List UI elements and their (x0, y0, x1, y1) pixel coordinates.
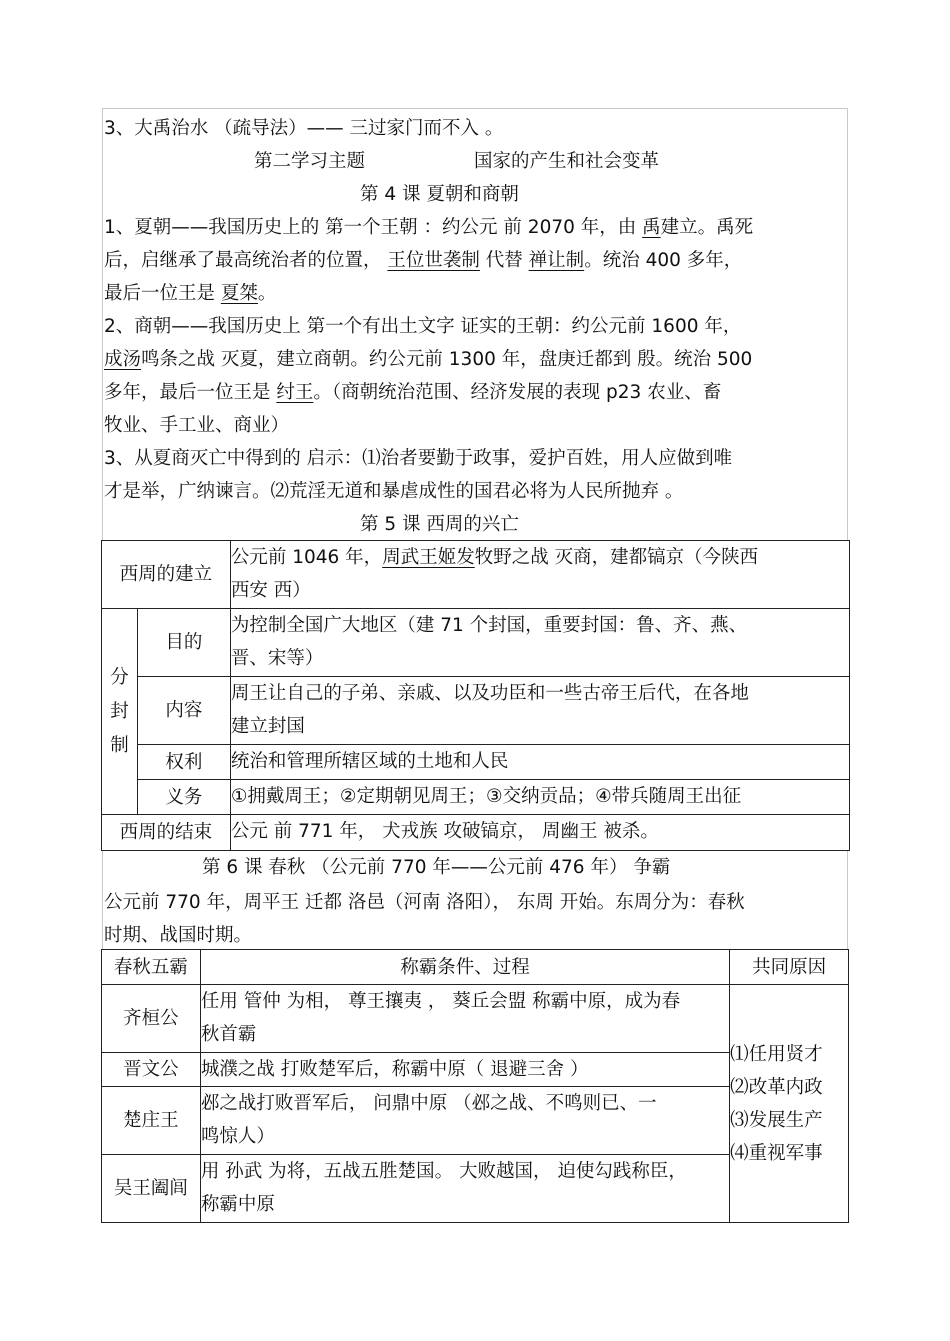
text: 秋首霸 (200, 1024, 257, 1045)
lesson-line-2: 才是举，广纳谏言。⑵荒淫无道和暴虐成性的国君必将为人民所抛弃 。 (104, 481, 684, 502)
header-common-reasons: 共同原因 (730, 950, 849, 985)
king-wu: 周武王姬发 (382, 547, 475, 568)
content-label: 内容 (137, 677, 230, 745)
content-cell (230, 677, 849, 745)
text: 公元前 1046 年， (230, 547, 383, 568)
hegemons-table (101, 949, 849, 1223)
text: 后，启继承了最高统治者的位置， (104, 250, 388, 271)
text: 用 孙武 为将，五战五胜楚国。 大败越国， 迫使勾践称臣， (200, 1161, 687, 1182)
shang-line-4: 牧业、手工业、商业） (104, 415, 290, 436)
rights-label: 权利 (137, 745, 230, 780)
rights-cell: 统治和管理所辖区域的土地和人民 (230, 745, 849, 780)
char: 封 (110, 700, 129, 722)
theme-title: 国家的产生和社会变革 (474, 151, 660, 172)
text: 。（商朝统治范围、经济发展的表现 p23 农业、畜 (313, 382, 722, 403)
duty-cell: ①拥戴周王；②定期朝见周王；③交纳贡品；④带兵随周王出征 (230, 780, 849, 815)
hegemon-detail (200, 985, 729, 1053)
hegemon-detail: 城濮之战 打败楚军后，称霸中原（ 退避三舍 ） (200, 1053, 729, 1087)
text: 周王让自己的子弟、亲戚、以及功臣和一些古帝王后代，在各地 (230, 683, 749, 704)
hegemon-detail (200, 1087, 729, 1155)
text: 。 (257, 283, 277, 304)
common-reasons-cell (730, 985, 849, 1223)
lesson4-heading: 第 4 课 夏朝和商朝 (360, 184, 519, 205)
text: 称霸中原 (200, 1194, 275, 1215)
char: 制 (110, 734, 129, 756)
text: 牧野之战 灭商，建都镐京（今陕西 (474, 547, 759, 568)
text: 代替 (479, 250, 529, 271)
fengjian-label (102, 609, 138, 815)
reason-item: ⑷重视军事 (730, 1142, 823, 1164)
text: 最后一位王是 (104, 283, 221, 304)
reason-item: ⑴任用贤才 (730, 1043, 823, 1065)
text: 建立。禹死 (660, 217, 754, 238)
lesson6-heading: 第 6 课 春秋 （公元前 770 年——公元前 476 年） 争霸 (202, 857, 671, 878)
header-conditions: 称霸条件、过程 (200, 950, 729, 985)
frame-right (847, 108, 848, 540)
lesson5-heading: 第 5 课 西周的兴亡 (360, 514, 519, 535)
text: 为控制全国广大地区（建 71 个封国，重要封国：鲁、齐、燕、 (230, 615, 748, 636)
text: 多年，最后一位王是 (104, 382, 277, 403)
duty-label: 义务 (137, 780, 230, 815)
abdication-system: 禅让制 (528, 250, 585, 271)
header-hegemons: 春秋五霸 (102, 950, 201, 985)
text: 晋、宋等） (230, 648, 324, 669)
hegemon-name: 晋文公 (102, 1053, 201, 1087)
lesson-line-1: 3、从夏商灭亡中得到的 启示：⑴治者要勤于政事，爱护百姓，用人应做到唯 (104, 448, 733, 469)
text: 建立封国 (230, 716, 305, 737)
text: 1、夏朝——我国历史上的 第一个王朝 ：约公元 前 2070 年，由 (104, 217, 643, 238)
purpose-cell (230, 609, 849, 677)
hegemon-detail (200, 1155, 729, 1223)
text: 邲之战打败晋军后， 问鼎中原 （邲之战、不鸣则已、一 (200, 1093, 657, 1114)
theme-label: 第二学习主题 (254, 151, 366, 172)
reason-item: ⑶发展生产 (730, 1109, 823, 1131)
xia-line-3 (104, 277, 276, 310)
hegemon-name: 齐桓公 (102, 985, 201, 1053)
char: 分 (110, 666, 129, 688)
end-label: 西周的结束 (102, 815, 231, 851)
frame-top (102, 108, 848, 109)
hereditary-system: 王位世袭制 (387, 250, 480, 271)
shang-line-1: 2、商朝——我国历史上 第一个有出土文字 证实的王朝：约公元前 1600 年， (104, 316, 742, 337)
purpose-label: 目的 (137, 609, 230, 677)
founder-yu: 禹 (642, 217, 661, 238)
end-cell: 公元 前 771 年， 犬戎族 攻破镐京， 周幽王 被杀。 (230, 815, 849, 851)
text: 鸣惊人） (200, 1126, 275, 1147)
text: 。统治 400 多年， (584, 250, 743, 271)
founding-label: 西周的建立 (102, 541, 231, 609)
founder-tang: 成汤 (104, 349, 142, 370)
last-king-jie: 夏桀 (220, 283, 258, 304)
eastern-zhou-line-2: 时期、战国时期。 (104, 925, 253, 946)
frame-left-lower (102, 850, 103, 950)
text: 鸣条之战 灭夏，建立商朝。约公元前 1300 年，盘庚迁都到 殷。统治 500 (141, 349, 753, 370)
intro-line: 3、大禹治水 （疏导法）—— 三过家门而不入 。 (104, 118, 504, 139)
shang-line-3 (104, 376, 721, 409)
frame-right-lower (847, 850, 848, 950)
text: 西安 西） (230, 580, 311, 601)
xia-line-1 (104, 211, 753, 244)
hegemon-name: 楚庄王 (102, 1087, 201, 1155)
western-zhou-table (101, 540, 850, 851)
reason-item: ⑵改革内政 (730, 1076, 823, 1098)
shang-line-2 (104, 343, 752, 376)
founding-cell (230, 541, 849, 609)
hegemon-name: 吴王阖闾 (102, 1155, 201, 1223)
xia-line-2 (104, 244, 742, 277)
frame-left (102, 108, 103, 540)
eastern-zhou-line-1: 公元前 770 年，周平王 迁都 洛邑（河南 洛阳）， 东周 开始。东周分为：春秋 (104, 892, 745, 913)
text: 任用 管仲 为相， 尊王攘夷 ， 葵丘会盟 称霸中原，成为春 (200, 991, 681, 1012)
last-king-zhou: 纣王 (276, 382, 314, 403)
